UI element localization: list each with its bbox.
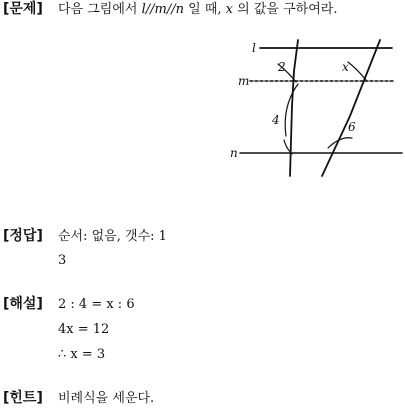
answer-value: 3 [58,253,67,268]
label-l: l [252,41,256,55]
label-6: 6 [348,120,356,134]
problem-text-1: 다음 그림에서 [58,2,142,17]
parallel-lines-figure [220,36,405,181]
hint-tag: [힌트] [3,390,43,406]
var-math: x [225,2,234,17]
problem-text-2: 일 때, [184,2,226,17]
problem-text-3: 의 값을 구하여라. [233,2,338,17]
label-4: 4 [272,113,280,127]
hint-text: 비례식을 세운다. [58,391,155,406]
explanation-line-3: ∴ x = 3 [58,347,106,362]
label-n: n [230,146,238,160]
problem-statement [58,1,337,19]
parallel-math: l//m//n [141,2,185,17]
label-x: x [342,60,349,74]
label-2: 2 [278,60,286,74]
answer-tag: [정답] [3,228,43,244]
explanation-line-1: 2 : 4 = x : 6 [58,297,135,312]
label-m: m [238,74,250,88]
answer-meta: 순서: 없음, 갯수: 1 [58,229,167,244]
explanation-tag: [해설] [3,296,43,312]
problem-tag: [문제] [3,1,43,17]
explanation-line-2: 4x = 12 [58,322,110,337]
figure-svg [220,36,405,181]
